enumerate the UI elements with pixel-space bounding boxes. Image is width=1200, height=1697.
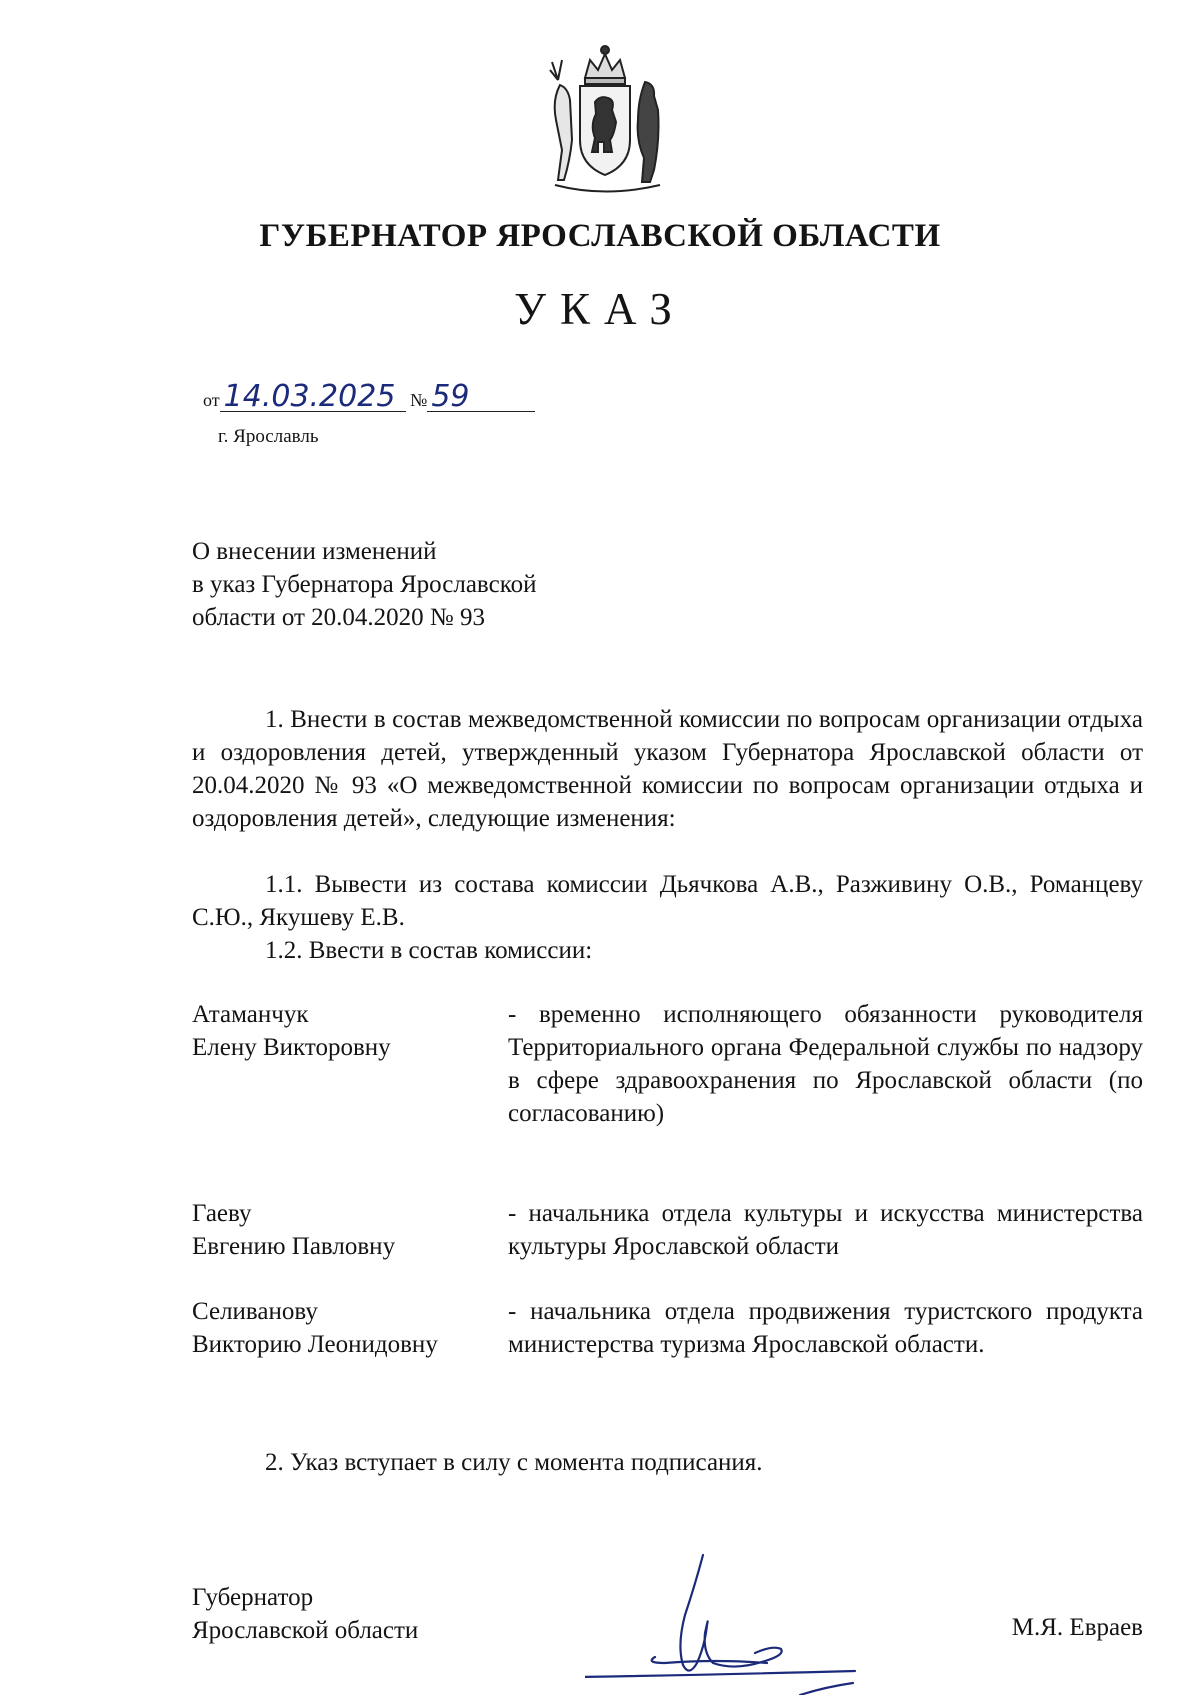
date-number-line	[203, 379, 535, 414]
member-given-names: Евгению Павловну	[192, 1233, 396, 1260]
subject-line: в указ Губернатора Ярославской	[192, 571, 537, 598]
member-name	[192, 1295, 492, 1361]
member-name	[192, 998, 492, 1064]
member-surname: Атаманчук	[192, 1001, 309, 1028]
member-given-names: Елену Викторовну	[192, 1034, 391, 1061]
signatory-title-line: Ярославской области	[192, 1617, 419, 1644]
paragraph-1-1: 1.1. Вывести из состава комиссии Дьячкова А.В., Разживину О.В., Романцеву С.Ю., Якушеву Е.В.	[192, 871, 1143, 931]
member-name	[192, 1197, 492, 1263]
subject-line: О внесении изменений	[192, 538, 437, 565]
member-given-names: Викторию Леонидовну	[192, 1331, 438, 1358]
member-position: - начальника отдела культуры и искусства министерства культуры Ярославской области	[508, 1200, 1143, 1260]
signatory-title	[192, 1581, 418, 1647]
paragraph-2: 2. Указ вступает в силу с момента подписания.	[265, 1449, 763, 1476]
signatory-name: М.Я. Евраев	[1011, 1614, 1143, 1641]
member-row	[192, 998, 1143, 1168]
paragraph-1-2: 1.2. Ввести в состав комиссии:	[265, 937, 593, 964]
signature-icon	[585, 1545, 945, 1695]
member-row	[192, 1197, 1143, 1267]
member-position: - временно исполняющего обязанности руководителя Территориального органа Федеральной службы по надзору в сфере здравоохранения по Ярославской области (по согласованию)	[508, 1001, 1143, 1127]
member-row	[192, 1295, 1143, 1395]
date-value: 14.03.2025	[220, 383, 406, 412]
document-type: УКАЗ	[514, 284, 686, 334]
member-position: - начальника отдела продвижения туристского продукта министерства туризма Ярославской области.	[508, 1298, 1143, 1358]
member-surname: Гаеву	[192, 1200, 252, 1227]
city: г. Ярославль	[218, 426, 319, 447]
subject-block	[192, 535, 536, 634]
number-value: 59	[427, 383, 535, 412]
coat-of-arms-icon	[540, 40, 670, 195]
issuing-authority: ГУБЕРНАТОР ЯРОСЛАВСКОЙ ОБЛАСТИ	[259, 218, 941, 254]
subject-line: области от 20.04.2020 № 93	[192, 604, 486, 631]
member-surname: Селиванову	[192, 1298, 318, 1325]
number-prefix: №	[410, 390, 428, 410]
paragraph-1: 1. Внести в состав межведомственной комиссии по вопросам организации отдыха и оздоровления детей, утвержденный указом Губернатора Ярославской области от 20.04.2020 № 93 «О межведомственной комиссии по вопросам организации отдыха и оздоровления детей», следующие изменения:	[192, 706, 1143, 832]
signatory-title-line: Губернатор	[192, 1584, 314, 1611]
date-prefix: от	[203, 390, 220, 410]
